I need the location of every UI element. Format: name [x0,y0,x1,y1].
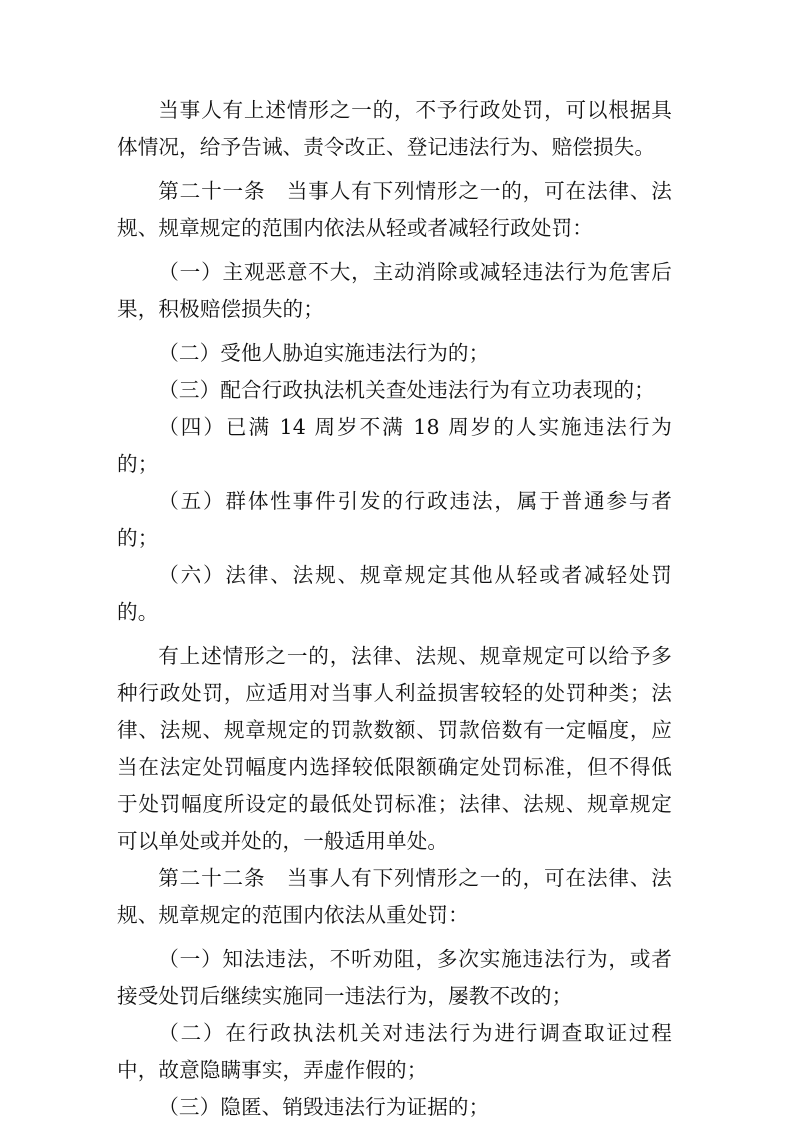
article-21-item-6: （六）法律、法规、规章规定其他从轻或者减轻处罚的。 [117,563,672,624]
article-22-item-1: （一）知法违法，不听劝阻，多次实施违法行为，或者接受处罚后继续实施同一违法行为，屡教不改的； [117,947,672,1008]
article-21-item-3: （三）配合行政执法机关查处违法行为有立功表现的； [158,378,655,402]
article-21-item-4: （四）已满 14 周岁不满 18 周岁的人实施违法行为的； [117,415,672,476]
document-page [117,92,672,1133]
article-22-item-3: （三）隐匿、销毁违法行为证据的； [158,1095,490,1119]
article-21-item-1: （一）主观恶意不大，主动消除或减轻违法行为危害后果，积极赔偿损失的； [117,260,672,321]
article-22-item-2: （二）在行政执法机关对违法行为进行调查取证过程中，故意隐瞒事实，弄虚作假的； [117,1021,672,1082]
paragraph-penalty-exemption-note: 当事人有上述情形之一的，不予行政处罚，可以根据具体情况，给予告诫、责令改正、登记违法行为、赔偿损失。 [117,98,672,159]
article-21-item-5: （五）群体性事件引发的行政违法，属于普通参与者的； [117,489,672,550]
article-21-item-2: （二）受他人胁迫实施违法行为的； [158,341,490,365]
article-21-heading: 第二十一条 当事人有下列情形之一的，可在法律、法规、规章规定的范围内依法从轻或者减轻行政处罚： [117,179,672,240]
article-22-heading: 第二十二条 当事人有下列情形之一的，可在法律、法规、规章规定的范围内依法从重处罚： [117,866,672,927]
paragraph-lenient-penalty-rules: 有上述情形之一的，法律、法规、规章规定可以给予多种行政处罚，应适用对当事人利益损害较轻的处罚种类；法律、法规、规章规定的罚款数额、罚款倍数有一定幅度，应当在法定处罚幅度内选择较低限额确定处罚标准，但不得低于处罚幅度所设定的最低处罚标准；法律、法规、规章规定可以单处或并处的，一般适用单处。 [117,644,672,853]
